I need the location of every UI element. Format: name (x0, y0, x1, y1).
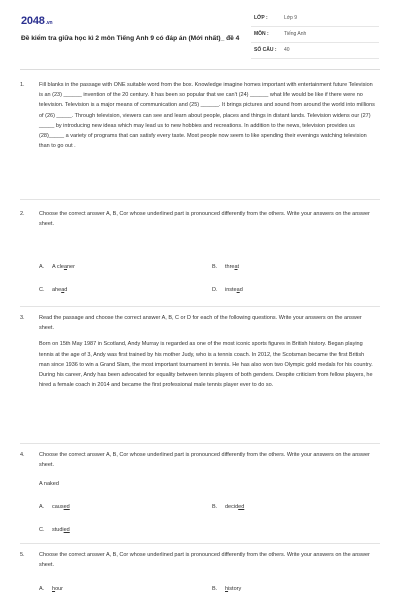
question-separator (20, 443, 380, 444)
question-2-text: Choose the correct answer A, B, Cor whose underlined part is pronounced differently from the others. Write your answers on the answer sheet. (39, 211, 370, 228)
meta-class: LỚP : Lớp 9 (251, 13, 379, 27)
question-4-option-b[interactable]: B. decided (212, 504, 245, 510)
header-divider (20, 69, 380, 70)
question-2-option-c[interactable]: C. ahead (39, 287, 68, 293)
question-1: 1. Fill blanks in the passage with ONE suitable word from the box. Knowledge imagine homes important with entertainment future Television is an (23) ______ invention of the 20 century. It has been so popular that we can't (24) ______ what life would be like if there were no television. Television is a major means of communication and (25) ______. It brings pictures and sound from around the world into millions of (26) _____. Through television, viewers can see and learn about people, places and things in distant lands. Television widens our (27) _____ by introducing new ideas which may lead us to new hobbies and recreations. In addition to the news, television provides us (28)_____ a variety of programs that can satisfy every taste. Most people now seem to like spending their evenings watching television than to go out . (20, 80, 380, 151)
question-4-text: Choose the correct answer A, B, Cor whose underlined part is pronounced differently from the others. Write your answers on the answer sheet. (39, 452, 370, 469)
question-2: 2. Choose the correct answer A, B, Cor whose underlined part is pronounced differently from the others. Write your answers on the answer sheet. (20, 209, 380, 229)
question-separator (20, 199, 380, 200)
question-5-option-b[interactable]: B. history (212, 586, 242, 592)
question-3-passage: Born on 15th May 1987 in Scotland, Andy Murray is regarded as one of the most iconic sports figures in British history. Began playing tennis at the age of 3, Andy was first trained by his mother Judy, who is a tennis coach. In 2012, the Scotsman became the first British man since 1936 to win a Grand Slam, the most important tournament in tennis. He has also won two Olympic gold medals for his country. During his career, Andy has been advocated for equality between tennis players of both genders. Despite criticism from fellow players, he hired a female coach in 2014 and became the first professional male tennis player ever to do so. (39, 341, 373, 389)
question-4: 4. Choose the correct answer A, B, Cor whose underlined part is pronounced differently from the others. Write your answers on the answer sheet. (20, 450, 380, 470)
question-3: 3. Read the passage and choose the correct answer A, B, C or D for each of the following questions. Write your answers on the answer sheet. Born on 15th May 1987 in Scotland, Andy Murray is regarded as one of the most iconic sports figures in British history. Began playing tennis at the age of 3, Andy was first trained by his mother Judy, who is a tennis coach. In 2012, the Scotsman became the first British man since 1936 to win a Grand Slam, the most important tournament in tennis. He has also won two Olympic gold medals for his country. During his career, Andy has been advocated for equality between tennis players of both genders. Despite criticism from fellow players, he hired a female coach in 2014 and became the first professional male tennis player ever to do so. (20, 313, 380, 390)
question-4-option-stem[interactable]: A naked (39, 481, 59, 487)
page-title: Đề kiểm tra giữa học kì 2 môn Tiếng Anh 9 có đáp án (Mới nhất)_ đề 4 (21, 35, 240, 42)
question-4-option-c[interactable]: C. studied (39, 527, 70, 533)
question-2-option-b[interactable]: B. threat (212, 264, 240, 270)
question-5-option-a[interactable]: A. hour (39, 586, 64, 592)
site-logo[interactable]: 2048.vn (21, 15, 53, 27)
question-2-option-a[interactable]: A. A cleaner (39, 264, 75, 270)
question-5: 5. Choose the correct answer A, B, Cor whose underlined part is pronounced differently from the others. Write your answers on the answer sheet. (20, 550, 380, 570)
question-5-text: Choose the correct answer A, B, Cor whose underlined part is pronounced differently from the others. Write your answers on the answer sheet. (39, 552, 370, 569)
meta-question-count: SỐ CÂU : 40 (251, 45, 379, 59)
question-3-text: Read the passage and choose the correct answer A, B, C or D for each of the following questions. Write your answers on the answer sheet. (39, 315, 362, 332)
header (0, 0, 400, 64)
question-1-text: Fill blanks in the passage with ONE suitable word from the box. Knowledge imagine homes important with entertainment future Television is an (23) ______ invention of the 20 century. It has been so popular that we can't (24) ______ what life would be like if there were no television. Television is a major means of communication and (25) ______. It brings pictures and sound from around the world into millions of (26) _____. Through television, viewers can see and learn about people, places and things in distant lands. Television widens our (27) _____ by introducing new ideas which may lead us to new hobbies and recreations. In addition to the news, television provides us (28)_____ a variety of programs that can satisfy every taste. Most people now seem to like spending their evenings watching television than to go out . (39, 82, 375, 150)
question-separator (20, 306, 380, 307)
meta-subject: MÔN : Tiếng Anh (251, 29, 379, 43)
question-separator (20, 543, 380, 544)
question-2-option-d[interactable]: D. instead (212, 287, 243, 293)
question-4-option-a[interactable]: A. caused (39, 504, 70, 510)
